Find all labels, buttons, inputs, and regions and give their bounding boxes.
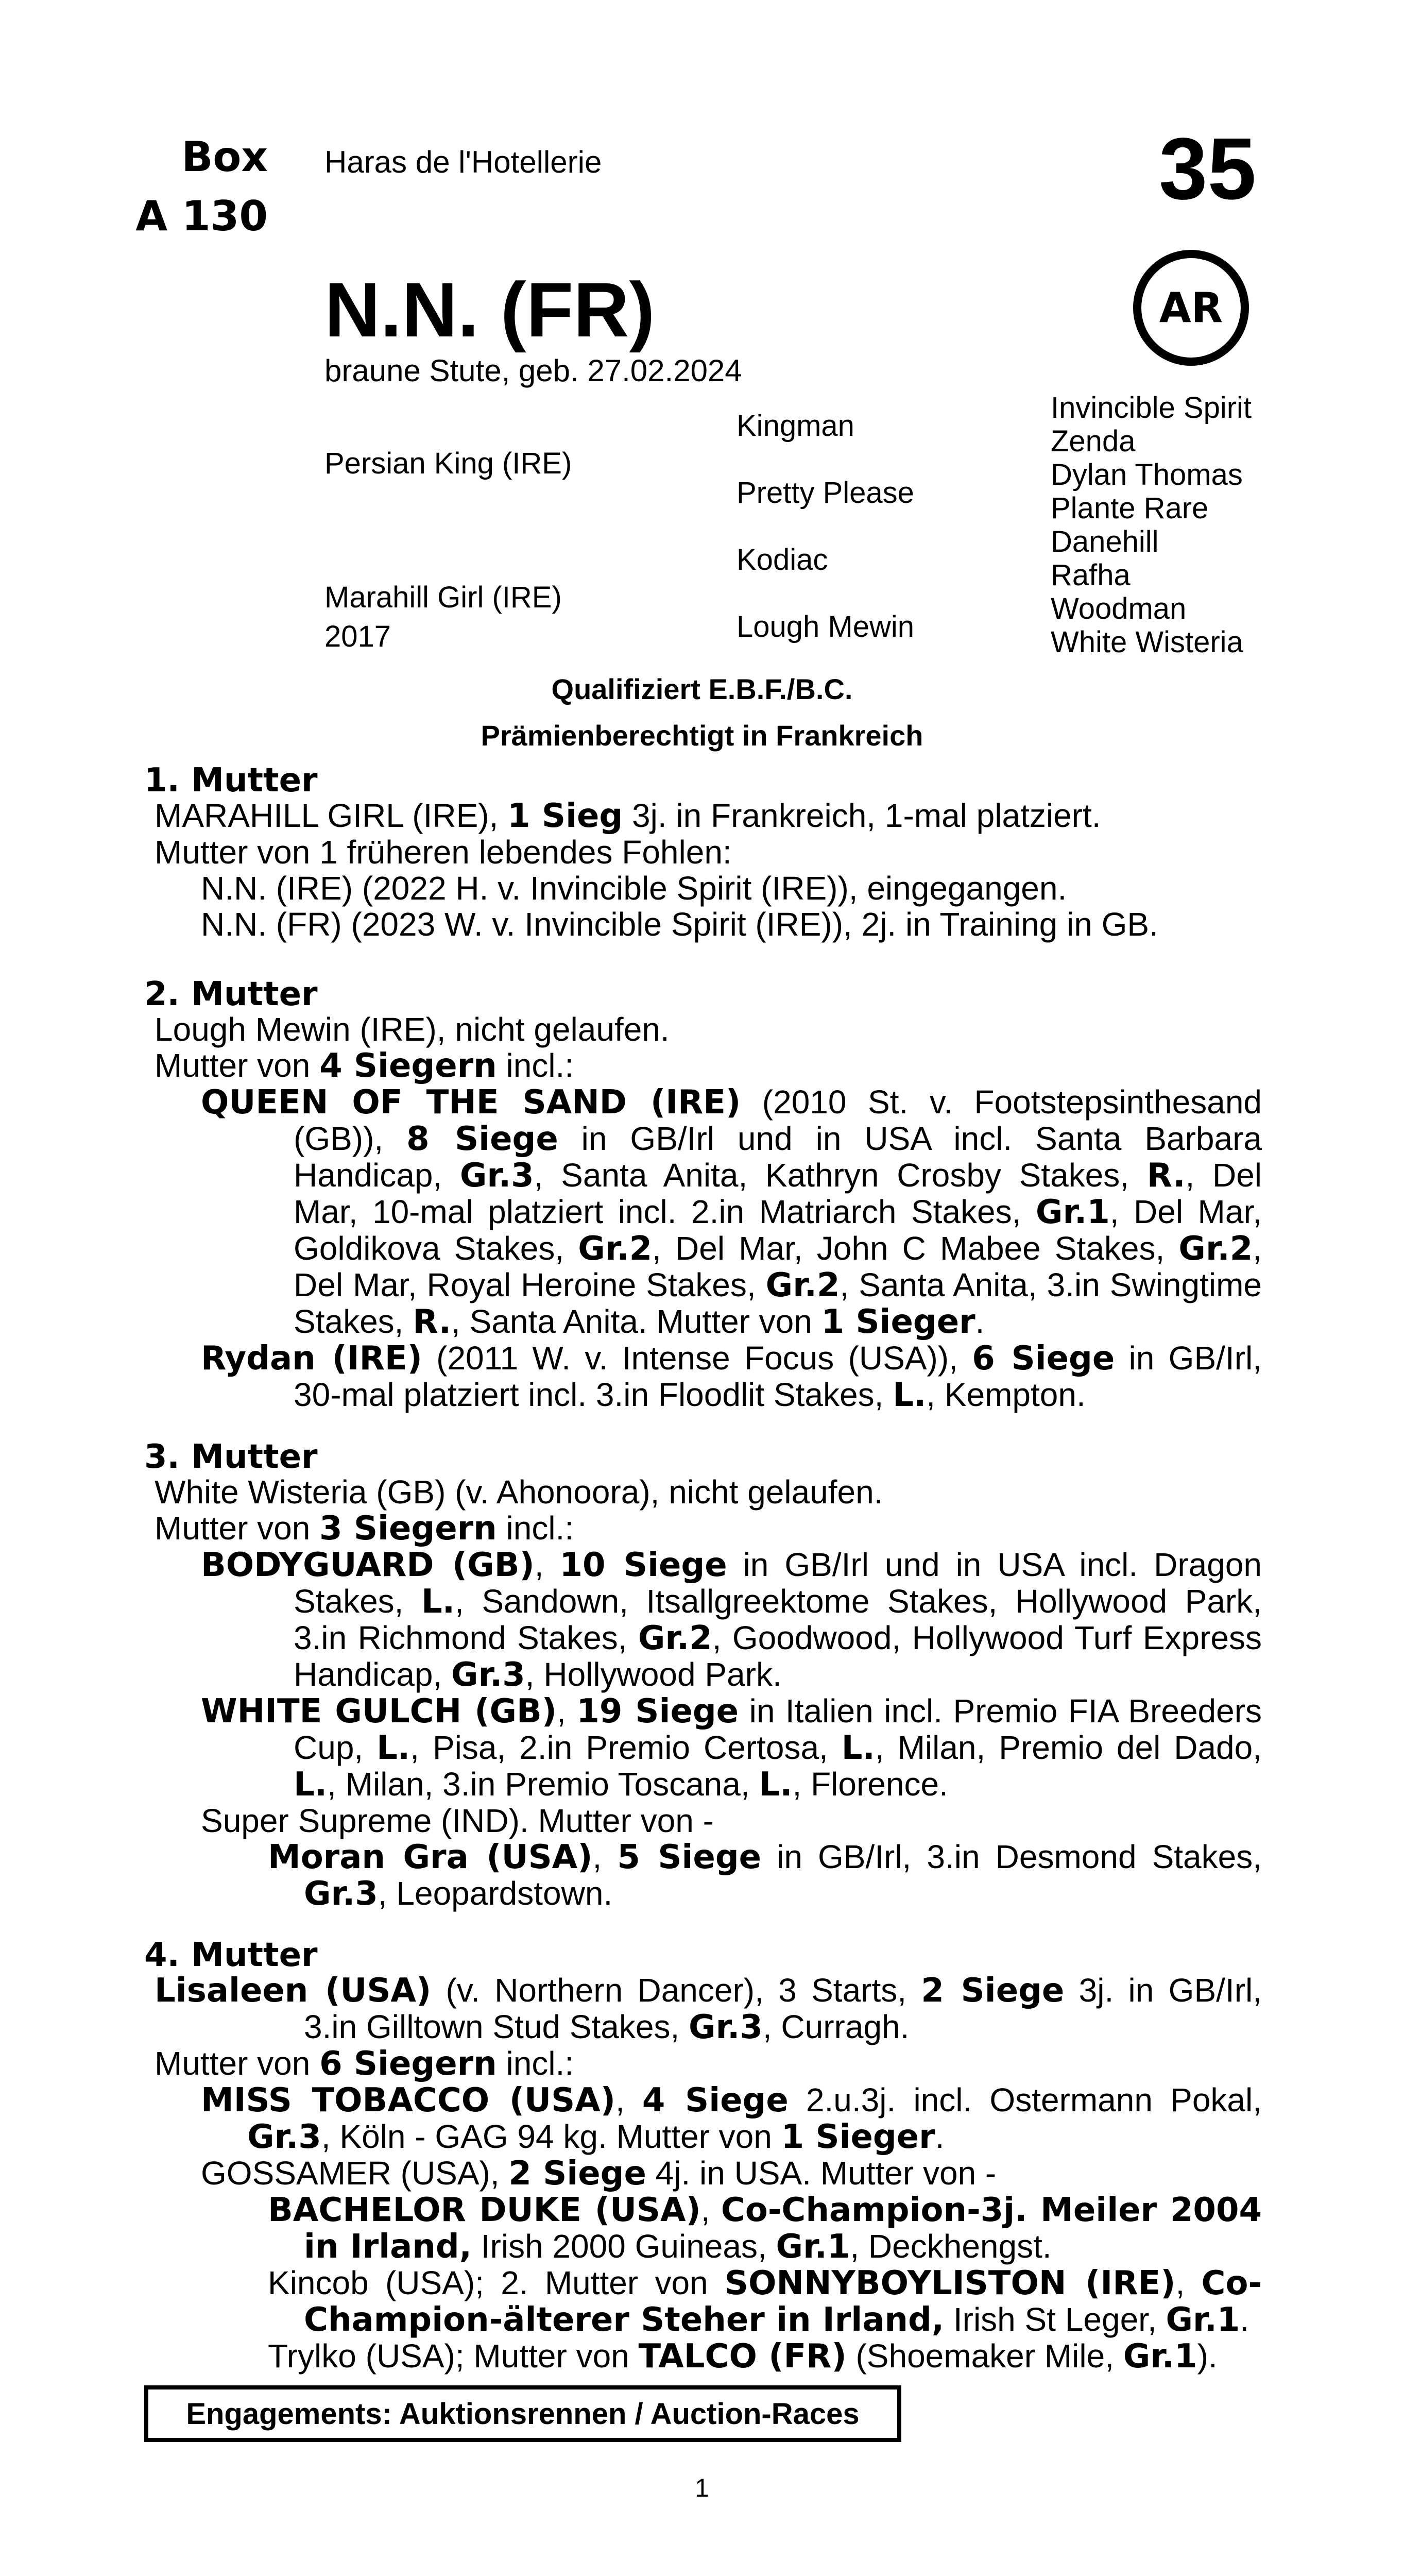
- pedigree-gen2: Lough Mewin: [737, 610, 914, 643]
- section-m3: [155, 1474, 1262, 1912]
- pedigree-gen2: Kingman: [737, 409, 854, 443]
- pedigree-dam: Marahill Girl (IRE): [324, 581, 562, 614]
- section-m1: [155, 798, 1262, 942]
- m4-line: Mutter von 6 Siegern incl.:: [155, 2045, 574, 2083]
- qualification-ebf: Qualifiziert E.B.F./B.C.: [551, 673, 853, 705]
- pedigree-gen3: Zenda: [1051, 425, 1136, 458]
- page-number: 1: [695, 2473, 709, 2502]
- qualification-france: Prämienberechtigt in Frankreich: [481, 719, 923, 752]
- engagements-box: [144, 2385, 901, 2442]
- section-heading-m3: 3. Mutter: [144, 1438, 318, 1476]
- section-heading-m4: 4. Mutter: [144, 1936, 318, 1974]
- badge-label: AR: [1159, 284, 1223, 332]
- consignor: Haras de l'Hotellerie: [324, 145, 602, 179]
- box-number: A 130: [135, 192, 268, 240]
- pedigree-gen3: White Wisteria: [1051, 625, 1243, 659]
- m3-line: Mutter von 3 Siegern incl.:: [155, 1510, 574, 1548]
- section-m4: [155, 1972, 1262, 2375]
- pedigree-dam-year: 2017: [324, 620, 391, 653]
- m1-line: MARAHILL GIRL (IRE), 1 Sieg 3j. in Frankreich, 1-mal platziert.: [155, 797, 1101, 835]
- m3-offspring-bodyguard: BODYGUARD (GB), 10 Siege in GB/Irl und in USA incl. Dragon Stakes, L., Sandown, Itsallgreektome Stakes, Hollywood Park, 3.in Richmond Stakes, Gr.2, Goodwood, Hollywood Turf Express Handicap, Gr.3, Hollywood Park.: [201, 1546, 1262, 1694]
- m2-offspring-queen-of-the-sand: QUEEN OF THE SAND (IRE) (2010 St. v. Footstepsinthesand (GB)), 8 Siege in GB/Irl und in USA incl. Santa Barbara Handicap, Gr.3, Santa Anita, Kathryn Crosby Stakes, R., Del Mar, 10-mal platziert incl. 2.in Matriarch Stakes, Gr.1, Del Mar, Goldikova Stakes, Gr.2, Del Mar, John C Mabee Stakes, Gr.2, Del Mar, Royal Heroine Stakes, Gr.2, Santa Anita, 3.in Swingtime Stakes, R., Santa Anita. Mutter von 1 Sieger.: [201, 1083, 1262, 1341]
- section-heading-m2: 2. Mutter: [144, 975, 318, 1013]
- m3-offspring-white-gulch: WHITE GULCH (GB), 19 Siege in Italien incl. Premio FIA Breeders Cup, L., Pisa, 2.in Premio Certosa, L., Milan, Premio del Dado, L., Milan, 3.in Premio Toscana, L., Florence.: [201, 1692, 1262, 1804]
- pedigree-gen3: Woodman: [1051, 592, 1187, 625]
- section-m2: [155, 1011, 1262, 1413]
- lot-number: 35: [1159, 120, 1257, 218]
- ar-badge: [1133, 250, 1249, 366]
- m2-offspring-rydan: Rydan (IRE) (2011 W. v. Intense Focus (USA)), 6 Siege in GB/Irl, 30-mal platziert incl. 3.in Floodlit Stakes, L., Kempton.: [201, 1340, 1262, 1414]
- m1-foal: N.N. (IRE) (2022 H. v. Invincible Spirit (IRE)), eingegangen.: [201, 870, 1067, 907]
- m4-kincob: Kincob (USA); 2. Mutter von SONNYBOYLISTON (IRE), Co-Champion-älterer Steher in Irland, Irish St Leger, Gr.1.: [268, 2264, 1262, 2339]
- m4-gossamer: GOSSAMER (USA), 2 Siege 4j. in USA. Mutter von -: [201, 2155, 997, 2193]
- pedigree-gen2: Pretty Please: [737, 476, 914, 510]
- m3-line: White Wisteria (GB) (v. Ahonoora), nicht gelaufen.: [155, 1473, 883, 1511]
- m4-offspring-bachelor-duke: BACHELOR DUKE (USA), Co-Champion-3j. Meiler 2004 in Irland, Irish 2000 Guineas, Gr.1, Deckhengst.: [268, 2191, 1262, 2266]
- engagements-label: Engagements: Auktionsrennen / Auction-Races: [186, 2397, 860, 2431]
- m4-offspring-miss-tobacco: MISS TOBACCO (USA), 4 Siege 2.u.3j. incl. Ostermann Pokal, Gr.3, Köln - GAG 94 kg. Mutter von 1 Sieger.: [201, 2081, 1262, 2156]
- pedigree-gen2: Kodiac: [737, 543, 828, 577]
- m1-line: Mutter von 1 früheren lebendes Fohlen:: [155, 834, 732, 871]
- m2-line: Lough Mewin (IRE), nicht gelaufen.: [155, 1011, 670, 1048]
- m4-lisaleen: Lisaleen (USA) (v. Northern Dancer), 3 Starts, 2 Siege 3j. in GB/Irl, 3.in Gilltown Stud Stakes, Gr.3, Curragh.: [155, 1972, 1262, 2046]
- pedigree-sire: Persian King (IRE): [324, 447, 572, 480]
- m4-trylko: Trylko (USA); Mutter von TALCO (FR) (Shoemaker Mile, Gr.1).: [268, 2337, 1218, 2376]
- m3-super-supreme: Super Supreme (IND). Mutter von -: [201, 1802, 714, 1839]
- pedigree-gen3: Invincible Spirit: [1051, 391, 1252, 425]
- m3-offspring-moran-gra: Moran Gra (USA), 5 Siege in GB/Irl, 3.in Desmond Stakes, Gr.3, Leopardstown.: [268, 1838, 1262, 1913]
- pedigree-gen3: Danehill: [1051, 525, 1159, 558]
- box-label: Box: [181, 133, 268, 181]
- pedigree-gen3: Plante Rare: [1051, 492, 1209, 525]
- m1-foal: N.N. (FR) (2023 W. v. Invincible Spirit (IRE)), 2j. in Training in GB.: [201, 906, 1158, 943]
- horse-name: N.N. (FR): [324, 266, 655, 353]
- section-heading-m1: 1. Mutter: [144, 761, 318, 800]
- pedigree-gen3: Rafha: [1051, 558, 1131, 592]
- pedigree-gen3: Dylan Thomas: [1051, 458, 1243, 492]
- horse-description: braune Stute, geb. 27.02.2024: [324, 353, 742, 388]
- m2-line: Mutter von 4 Siegern incl.:: [155, 1047, 574, 1085]
